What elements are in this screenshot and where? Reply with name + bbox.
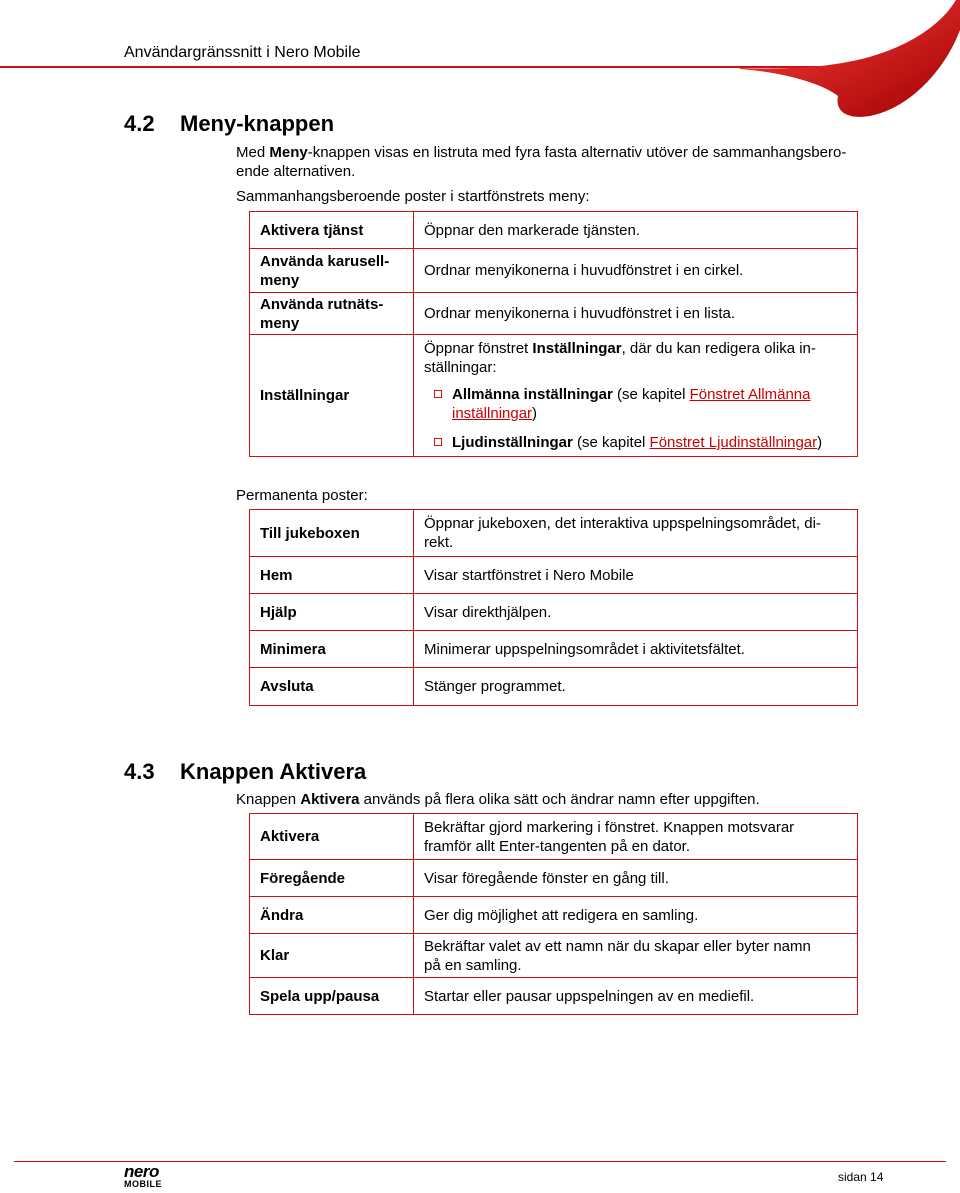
section-number: 4.2: [124, 111, 155, 136]
logo-text-top: nero: [124, 1162, 159, 1181]
row-key: Aktivera tjänst: [250, 212, 414, 249]
bullet-square-icon: [434, 438, 442, 446]
section-title: Knappen Aktivera: [180, 759, 367, 784]
intro-text: Med: [236, 144, 270, 161]
link-general-settings-cont[interactable]: inställningar: [452, 405, 533, 422]
context-menu-table: [249, 211, 858, 457]
row-key: Klar: [250, 934, 414, 978]
table-row: [250, 897, 858, 934]
table-row: [250, 978, 858, 1015]
bullet-item: Allmänna inställningar (se kapitel Fönstret Allmänna inställningar): [424, 385, 847, 423]
brand-swoosh-icon: [740, 0, 960, 120]
row-key: Använda karusell- meny: [250, 249, 414, 293]
row-key: Minimera: [250, 631, 414, 668]
row-value: Visar startfönstret i Nero Mobile: [414, 557, 858, 594]
intro-text: -knappen visas en listruta med fyra fasta alternativ utöver de sammanhangsbero-: [307, 144, 847, 161]
table-row: [250, 934, 858, 978]
section-heading-4-3: [124, 759, 366, 785]
table-row: [250, 814, 858, 860]
running-header: Användargränssnitt i Nero Mobile: [124, 44, 361, 61]
row-value: Visar föregående fönster en gång till.: [414, 860, 858, 897]
row-key: Aktivera: [250, 814, 414, 860]
row-key: Föregående: [250, 860, 414, 897]
row-value: Bekräftar valet av ett namn när du skapar eller byter namn på en samling.: [414, 934, 858, 978]
table-row: [250, 594, 858, 631]
link-audio-settings[interactable]: Fönstret Ljudinställningar: [649, 434, 818, 451]
row-value: Bekräftar gjord markering i fönstret. Knappen motsvarar framför allt Enter-tangenten på en dator.: [414, 814, 858, 860]
settings-description: Öppnar fönstret Inställningar, där du kan redigera olika in- ställningar:: [424, 340, 816, 376]
bullet-square-icon: [434, 390, 442, 398]
table-row: [250, 212, 858, 249]
row-value: Ordnar menyikonerna i huvudfönstret i en lista.: [414, 293, 858, 335]
row-key: Använda rutnäts- meny: [250, 293, 414, 335]
table-row: [250, 335, 858, 457]
row-key: Spela upp/pausa: [250, 978, 414, 1015]
section-intro: [236, 143, 896, 181]
row-value: Öppnar den markerade tjänsten.: [414, 212, 858, 249]
row-key: Avsluta: [250, 668, 414, 706]
table-row: [250, 557, 858, 594]
page-number: sidan 14: [838, 1170, 884, 1184]
row-key: Ändra: [250, 897, 414, 934]
row-key: Hjälp: [250, 594, 414, 631]
row-key: Hem: [250, 557, 414, 594]
row-value: Ordnar menyikonerna i huvudfönstret i en cirkel.: [414, 249, 858, 293]
section-heading-4-2: [124, 111, 334, 137]
link-general-settings[interactable]: Fönstret Allmänna: [689, 386, 811, 403]
row-value: Startar eller pausar uppspelningen av en mediefil.: [414, 978, 858, 1015]
table-row: [250, 860, 858, 897]
logo-text-bottom: MOBILE: [124, 1179, 162, 1189]
row-key: Inställningar: [250, 335, 414, 457]
row-value: Ger dig möjlighet att redigera en samling.: [414, 897, 858, 934]
intro-bold: Meny: [269, 144, 308, 161]
row-value: Minimerar uppspelningsområdet i aktivitetsfältet.: [414, 631, 858, 668]
table-row: [250, 293, 858, 335]
table-row: [250, 631, 858, 668]
bullet-item: Ljudinställningar (se kapitel Fönstret Ljudinställningar): [424, 433, 847, 452]
permanent-label: Permanenta poster:: [236, 487, 368, 504]
row-value: Öppnar jukeboxen, det interaktiva uppspelningsområdet, di- rekt.: [414, 510, 858, 557]
table-row: [250, 249, 858, 293]
intro-text: ende alternativen.: [236, 163, 356, 180]
row-value: [414, 335, 858, 457]
section-title: Meny-knappen: [180, 111, 335, 136]
row-value: Visar direkthjälpen.: [414, 594, 858, 631]
nero-mobile-logo: [124, 1164, 162, 1190]
table-row: [250, 668, 858, 706]
row-value: Stänger programmet.: [414, 668, 858, 706]
row-key: Till jukeboxen: [250, 510, 414, 557]
permanent-items-table: [249, 509, 858, 706]
section-intro: Knappen Aktivera används på flera olika sätt och ändrar namn efter uppgiften.: [236, 791, 760, 808]
table-row: [250, 510, 858, 557]
section-number: 4.3: [124, 759, 155, 784]
context-label: Sammanhangsberoende poster i startfönstrets meny:: [236, 188, 590, 205]
activate-button-table: [249, 813, 858, 1015]
